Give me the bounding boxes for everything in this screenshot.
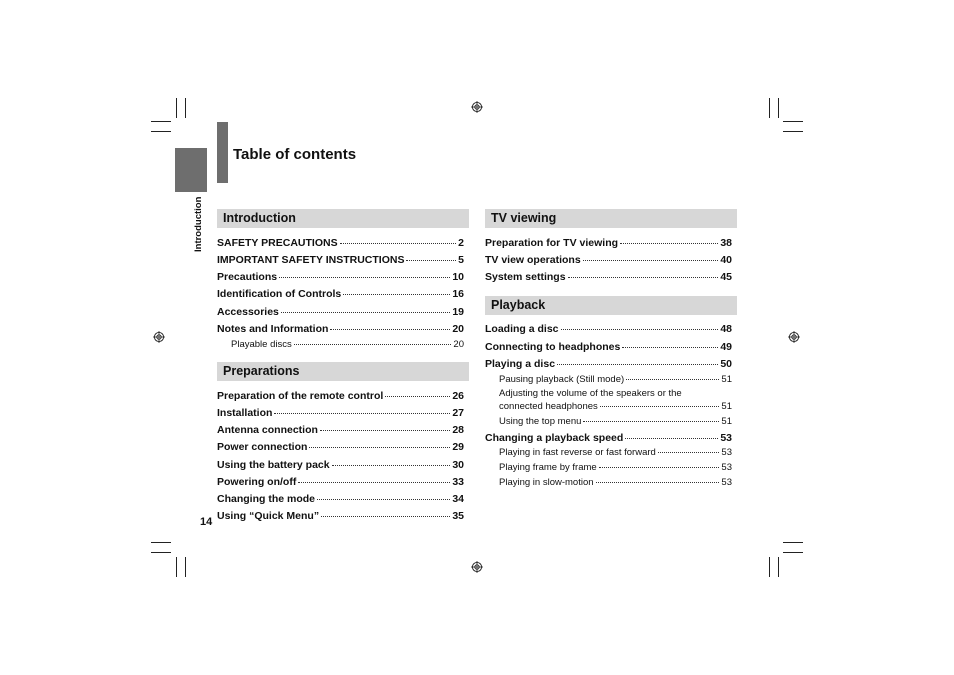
- toc-entry[interactable]: Changing the mode 34: [217, 493, 464, 505]
- toc-entry[interactable]: Precautions 10: [217, 271, 464, 283]
- toc-entry[interactable]: SAFETY PRECAUTIONS 2: [217, 237, 464, 249]
- section-heading-tv-viewing: TV viewing: [485, 209, 737, 228]
- registration-mark-icon: [788, 331, 800, 343]
- toc-subentry[interactable]: Playing in slow-motion 53: [499, 477, 732, 488]
- toc-entry[interactable]: Playing a disc 50: [485, 358, 732, 370]
- toc-entry[interactable]: IMPORTANT SAFETY INSTRUCTIONS 5: [217, 254, 464, 266]
- toc-entry[interactable]: Preparation for TV viewing 38: [485, 237, 732, 249]
- toc-subentry-line1[interactable]: Adjusting the volume of the speakers or the: [499, 388, 682, 399]
- toc-entry[interactable]: System settings 45: [485, 271, 732, 283]
- toc-subentry[interactable]: Pausing playback (Still mode) 51: [499, 374, 732, 385]
- toc-subentry[interactable]: Playable discs 20: [231, 339, 464, 350]
- registration-mark-icon: [471, 561, 483, 573]
- toc-entry[interactable]: Antenna connection 28: [217, 424, 464, 436]
- registration-mark-icon: [153, 331, 165, 343]
- page-title: Table of contents: [233, 146, 357, 163]
- chapter-tab-label: Introduction: [193, 196, 204, 252]
- toc-subentry[interactable]: Playing frame by frame 53: [499, 462, 732, 473]
- toc-subentry[interactable]: Using the top menu 51: [499, 416, 732, 427]
- title-accent-bar: [217, 122, 228, 183]
- toc-entry[interactable]: Preparation of the remote control 26: [217, 390, 464, 402]
- registration-mark-icon: [471, 101, 483, 113]
- toc-entry[interactable]: Powering on/off 33: [217, 476, 464, 488]
- toc-entry[interactable]: TV view operations 40: [485, 254, 732, 266]
- page-number: 14: [200, 516, 213, 528]
- toc-entry[interactable]: Using “Quick Menu” 35: [217, 510, 464, 522]
- toc-entry[interactable]: Using the battery pack 30: [217, 459, 464, 471]
- section-heading-playback: Playback: [485, 296, 737, 315]
- toc-entry[interactable]: Accessories 19: [217, 306, 464, 318]
- toc-subentry[interactable]: Playing in fast reverse or fast forward 53: [499, 447, 732, 458]
- toc-entry[interactable]: Notes and Information 20: [217, 323, 464, 335]
- toc-entry[interactable]: Changing a playback speed 53: [485, 432, 732, 444]
- toc-entry[interactable]: Connecting to headphones 49: [485, 341, 732, 353]
- toc-entry[interactable]: Power connection 29: [217, 441, 464, 453]
- toc-entry[interactable]: Installation 27: [217, 407, 464, 419]
- section-heading-introduction: Introduction: [217, 209, 469, 228]
- section-heading-preparations: Preparations: [217, 362, 469, 381]
- toc-subentry[interactable]: connected headphones 51: [499, 401, 732, 412]
- chapter-tab-block: [175, 148, 207, 192]
- toc-entry[interactable]: Identification of Controls 16: [217, 288, 464, 300]
- toc-entry[interactable]: Loading a disc 48: [485, 323, 732, 335]
